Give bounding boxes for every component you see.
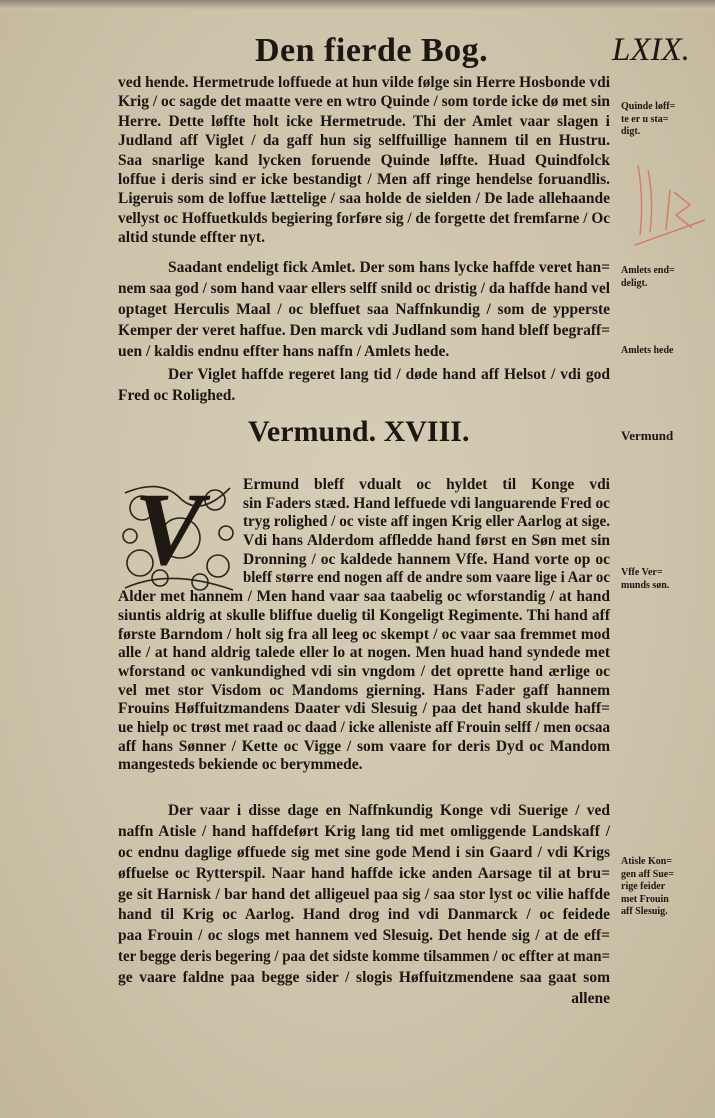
text-line: hand til Krig oc Aarlog. Hand drog ind vdi Danmarck / oc feidede	[118, 906, 610, 924]
note-line: Atisle Kon=	[621, 856, 672, 867]
text-line: Krig / oc sagde det maatte vere en wtro Quinde / som torde icke dø met sin	[118, 93, 610, 111]
paragraph-amlet-end	[118, 257, 610, 362]
text-line: bleff større end nogen aff de andre som vaare lige i Aar oc	[243, 569, 610, 587]
text-line: Dronning / oc kaldede hannem Vffe. Hand vorte op oc	[243, 550, 610, 568]
text-line: wforstand oc vankundighed vdi sin vngdom / det oprette hand ærlige oc	[118, 662, 610, 680]
text-line: nem saa god / som hand vaar ellers selff snild oc dristig / da haffde hand vel	[118, 280, 610, 297]
text-line: vellyst oc Hoffuetkulds begiering forføre sig / de forgette det fremfarne / Oc	[118, 209, 610, 227]
margin-note	[621, 567, 713, 592]
text-line: sin Faders stæd. Hand leffuede vdi languarende Fred oc	[243, 494, 610, 512]
page-top-edge	[0, 0, 715, 10]
text-line: Kemper der veret haffue. Den marck vdi Judland som hand bleff begraff=	[118, 322, 610, 339]
text-line: Ermund bleff vdualt oc hyldet til Konge vdi	[243, 476, 610, 493]
text-line: ge sit Harnisk / bar hand det alligeuel paa sig / saa stor lyst oc vilie haffde	[118, 885, 610, 903]
note-line: digt.	[621, 126, 641, 137]
margin-note	[621, 428, 713, 444]
text-line: alle / at hand aldrig talede eller lo at nogen. Men huad hand syndede met	[118, 644, 610, 662]
note-line: deligt.	[621, 277, 648, 289]
text-line: tryg rolighed / oc viste aff ingen Krig eller Aarlog at sige.	[243, 513, 610, 531]
text-line: uen / kaldis endnu effter hans naffn / Amlets hede.	[118, 343, 450, 360]
note-line: Quinde løff=	[621, 101, 676, 112]
text-line: Alder met hannem / Men hand vaar saa taabelig oc wforstandig / at hand	[118, 588, 610, 606]
text-line: mangesteds bekiende oc berymmede.	[118, 756, 363, 774]
initial-letter: V	[134, 478, 204, 587]
text-line: ved hende. Hermetrude loffuede at hun vilde følge sin Herre Hosbonde vdi	[118, 74, 610, 91]
paragraph-viglet	[118, 364, 610, 406]
text-line: loffue i deris sind er icke bestandigt / Men aff ringe hendelse foruandlis.	[118, 170, 610, 188]
note-line: Vermund	[621, 428, 674, 443]
text-line: Der vaar i disse dage en Naffnkundig Konge vdi Suerige / ved	[168, 802, 610, 819]
note-line: Amlets hede	[621, 345, 674, 356]
text-line: ter begge deris begering / paa det sidste komme tilsammen / oc effter at man=	[118, 948, 610, 966]
red-pencil-mark	[630, 160, 710, 250]
text-line: ge vaare faldne paa begge sider / slogis Høffuitzmendene saa gaat som	[118, 969, 610, 987]
chapter-heading: Vermund. XVIII.	[248, 415, 470, 448]
running-head: Den fierde Bog.	[255, 32, 489, 69]
text-line: naffn Atisle / hand haffdeført Krig lang tid met omliggende Landskaff /	[118, 822, 610, 840]
folio-number: LXIX.	[612, 32, 690, 68]
note-line: rige feider	[621, 881, 666, 892]
note-line: gen aff Sue=	[621, 868, 674, 880]
catchword: allene	[571, 990, 610, 1008]
paragraph-hermetrude	[118, 73, 610, 248]
margin-note	[621, 265, 713, 290]
paragraph-vermund	[118, 476, 610, 775]
margin-note	[621, 856, 713, 919]
note-line: munds søn.	[621, 579, 670, 591]
margin-note	[621, 101, 713, 139]
text-line: oc endnu daglige øffuede sig met sine gode Mend i sin Gaard / vdi Krigs	[118, 843, 610, 861]
text-line: Der Viglet haffde regeret lang tid / døde hand aff Helsot / vdi god	[168, 366, 610, 383]
note-line: Amlets end=	[621, 265, 675, 276]
text-line: siuntis aldrig at skulle bliffue duelig til Kongeligt Regimente. Thi hand aff	[118, 606, 610, 624]
text-line: Vdi hans Alderdom affledde hand først en Søn met sin	[243, 532, 610, 550]
text-line: ue hielp oc trøst met raad oc daad / icke alleniste aff Frouin selff / men ocsaa	[118, 718, 610, 736]
note-line: te er u sta=	[621, 113, 669, 125]
text-line: paa Frouin / oc slogs met hannem ved Slesuig. Det hende sig / at de eff=	[118, 927, 610, 945]
text-line: altid stunde effter nyt.	[118, 229, 265, 247]
text-line: Saadant endeligt fick Amlet. Der som hans lycke haffde veret han=	[168, 259, 610, 276]
note-line: met Frouin	[621, 893, 669, 905]
text-line: Herre. Dette løffte holt icke Hermetrude. Thi der Amlet vaar slagen i	[118, 112, 610, 130]
text-line: Fred oc Rolighed.	[118, 387, 236, 404]
paragraph-atisle	[118, 801, 610, 1010]
text-line: øffuelse oc Rytterspil. Naar hand haffde icke anden Aarsage til at bru=	[118, 864, 610, 882]
text-line: Saa snarlige kand lycken foruende Quinde løffte. Huad Quindfolck	[118, 151, 610, 169]
text-line: Ligeruis som de loffue lættelige / saa holde de sielden / De lade allehaande	[118, 190, 610, 208]
text-line: Frouins Høffuitzmandens Daater vdi Slesuig / paa det hand skulde haff=	[118, 700, 610, 718]
note-line: aff Slesuig.	[621, 906, 668, 917]
note-line: Vffe Ver=	[621, 567, 663, 578]
text-line: aff hans Sønner / Kette oc Vigge / som vaare for deris Dyd oc Mandom	[118, 737, 610, 755]
text-line: Judland aff Viglet / da gaff hun sig selffuillige hannem til en Hustru.	[118, 132, 610, 150]
margin-note	[621, 345, 713, 358]
text-line: vel met stor Visdom oc Mandoms gierning. Hans Fader gaff hannem	[118, 681, 610, 699]
text-line: optaget Herculis Maal / oc bleffuet saa Naffnkundig / som de ypperste	[118, 301, 610, 318]
text-line: første Barndom / holt sig fra all leeg oc skempt / oc vaar saa fremmet mod	[118, 625, 610, 643]
